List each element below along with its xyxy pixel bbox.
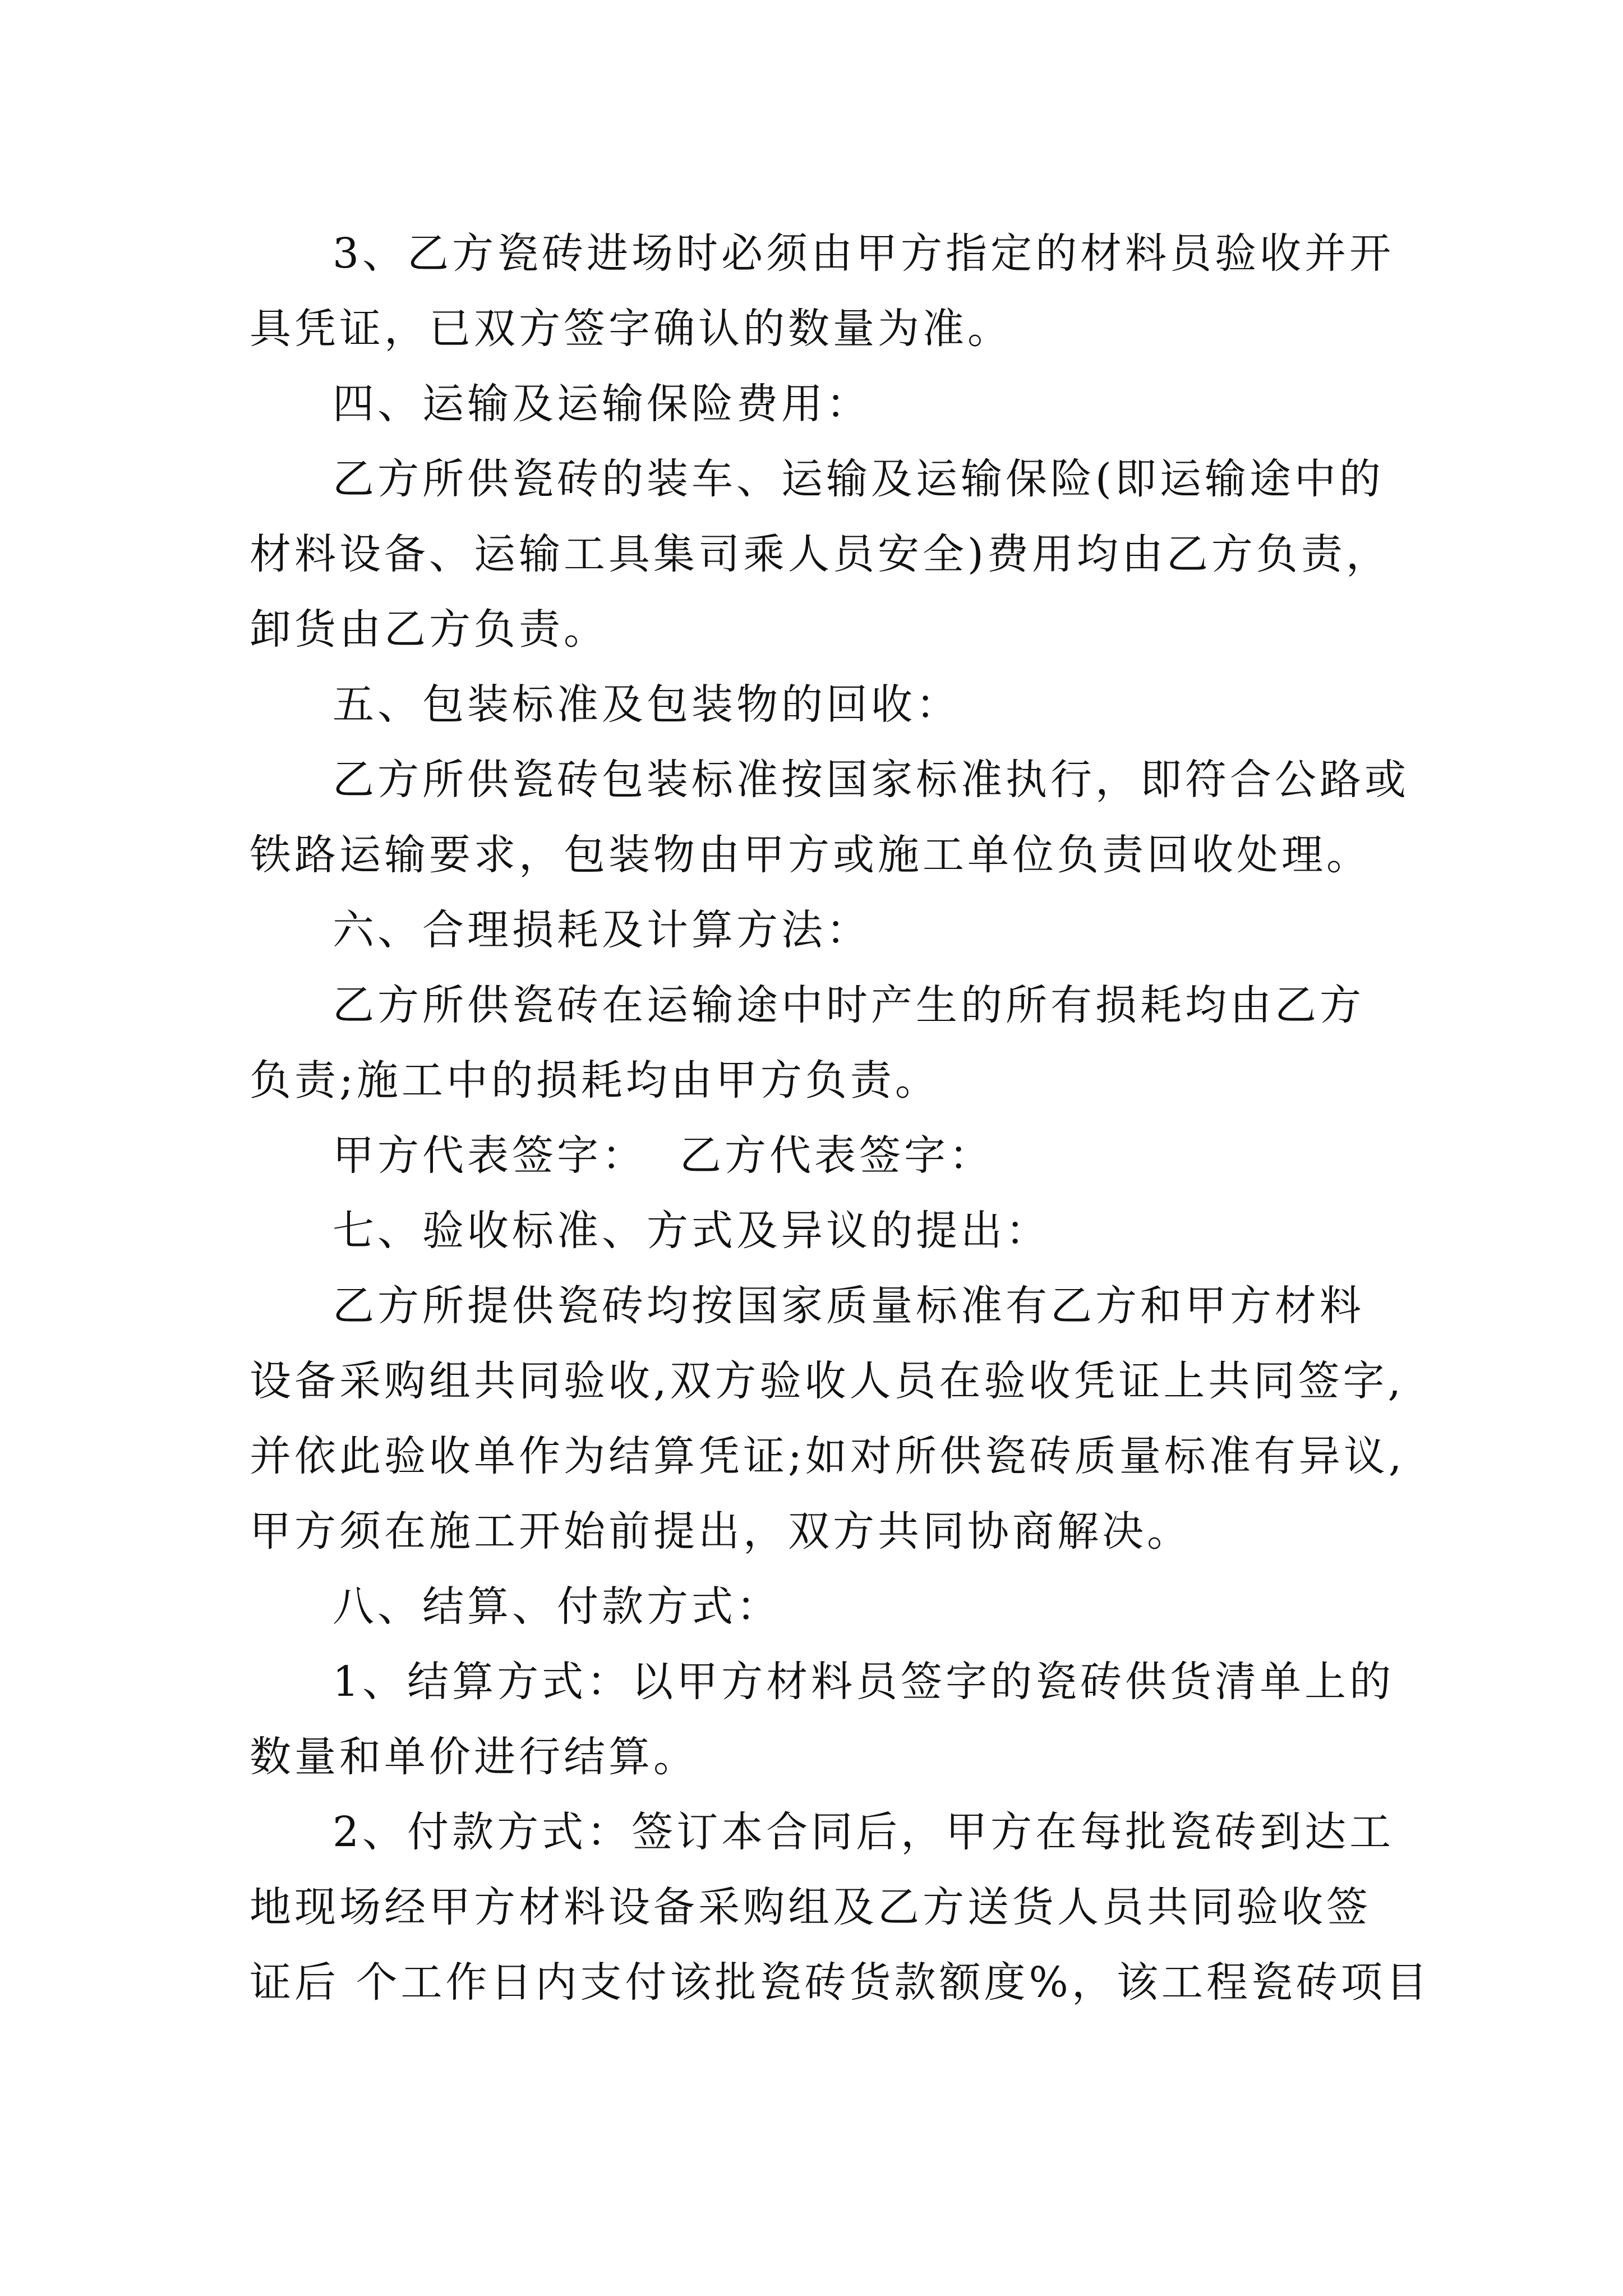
section-5-line-1: 乙方所供瓷砖包装标准按国家标准执行，即符合公路或 bbox=[333, 756, 1409, 804]
signature-line: 甲方代表签字： 乙方代表签字： bbox=[333, 1131, 994, 1180]
section-6-heading: 六、合理损耗及计算方法： bbox=[333, 906, 871, 954]
section-7-heading: 七、验收标准、方式及异议的提出： bbox=[333, 1207, 1050, 1255]
settlement-method-line-2: 数量和单价进行结算。 bbox=[250, 1733, 698, 1781]
clause-3-line-1: 3、乙方瓷砖进场时必须由甲方指定的材料员验收并开 bbox=[333, 229, 1395, 278]
section-4-line-2: 材料设备、运输工具集司乘人员安全)费用均由乙方负责， bbox=[250, 530, 1391, 578]
section-4-line-1: 乙方所供瓷砖的装车、运输及运输保险(即运输途中的 bbox=[333, 455, 1384, 503]
payment-method-line-1: 2、付款方式：签订本合同后，甲方在每批瓷砖到达工 bbox=[333, 1808, 1395, 1856]
payment-method-line-3: 证后 个工作日内支付该批瓷砖货款额度%，该工程瓷砖项目 bbox=[250, 1958, 1431, 2007]
payment-method-line-2: 地现场经甲方材料设备采购组及乙方送货人员共同验收签 bbox=[250, 1883, 1371, 1931]
section-4-heading: 四、运输及运输保险费用： bbox=[333, 380, 871, 428]
section-5-line-2: 铁路运输要求，包装物由甲方或施工单位负责回收处理。 bbox=[250, 831, 1371, 879]
section-5-heading: 五、包装标准及包装物的回收： bbox=[333, 680, 961, 729]
section-7-line-3: 并依此验收单作为结算凭证;如对所供瓷砖质量标准有异议, bbox=[250, 1432, 1405, 1480]
section-7-line-4: 甲方须在施工开始前提出，双方共同协商解决。 bbox=[250, 1507, 1192, 1556]
section-7-line-2: 设备采购组共同验收,双方验收人员在验收凭证上共同签字, bbox=[250, 1357, 1405, 1405]
section-7-line-1: 乙方所提供瓷砖均按国家质量标准有乙方和甲方材料 bbox=[333, 1282, 1364, 1330]
settlement-method-line-1: 1、结算方式：以甲方材料员签字的瓷砖供货清单上的 bbox=[333, 1658, 1395, 1706]
section-6-line-1: 乙方所供瓷砖在运输途中时产生的所有损耗均由乙方 bbox=[333, 981, 1364, 1029]
section-6-line-2: 负责;施工中的损耗均由甲方负责。 bbox=[250, 1056, 940, 1105]
document-body bbox=[250, 216, 1431, 2020]
section-8-heading: 八、结算、付款方式： bbox=[333, 1582, 781, 1631]
section-4-line-3: 卸货由乙方负责。 bbox=[250, 605, 608, 654]
clause-3-line-2: 具凭证，已双方签字确认的数量为准。 bbox=[250, 305, 1012, 353]
